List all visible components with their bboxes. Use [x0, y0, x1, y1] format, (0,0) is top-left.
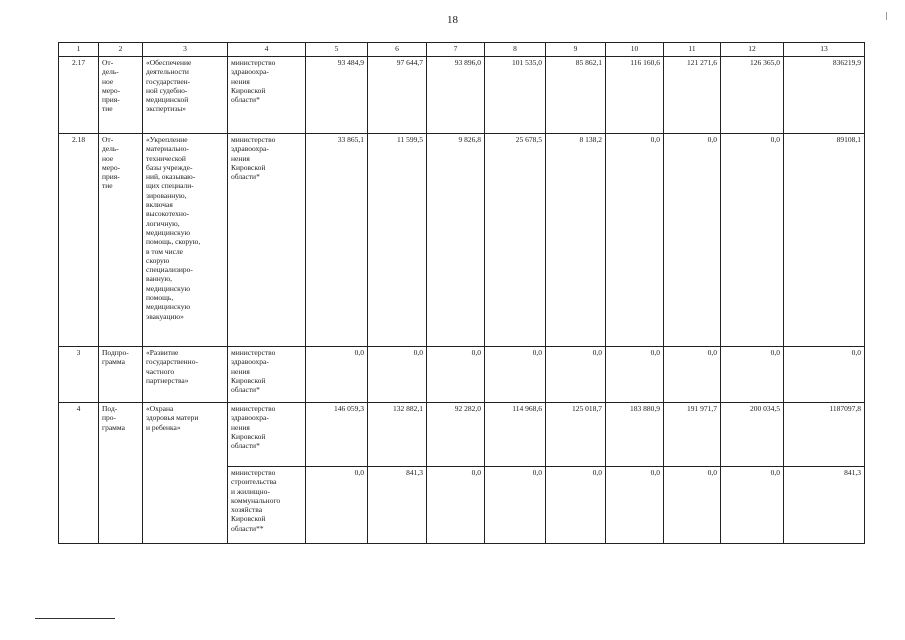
value-cell: 101 535,0 — [485, 57, 546, 134]
row-number: 2.18 — [59, 134, 99, 347]
header-cell: 4 — [228, 43, 306, 57]
value-cell: 0,0 — [606, 134, 664, 347]
header-cell: 3 — [143, 43, 228, 57]
header-cell: 8 — [485, 43, 546, 57]
value-cell: 183 880,9 — [606, 403, 664, 467]
value-cell: 25 678,5 — [485, 134, 546, 347]
header-cell: 12 — [721, 43, 784, 57]
row-executor: министерство здравоохра- нения Кировской области* — [228, 403, 306, 467]
value-cell: 11 599,5 — [368, 134, 427, 347]
value-cell: 97 644,7 — [368, 57, 427, 134]
value-cell: 114 968,6 — [485, 403, 546, 467]
header-cell: 10 — [606, 43, 664, 57]
value-cell: 0,0 — [485, 467, 546, 544]
value-cell: 191 971,7 — [664, 403, 721, 467]
value-cell: 0,0 — [606, 347, 664, 403]
header-row — [59, 43, 865, 57]
row-executor: министерство здравоохра- нения Кировской области* — [228, 347, 306, 403]
total-cell: 1187097,8 — [784, 403, 865, 467]
value-cell: 0,0 — [546, 347, 606, 403]
row-type: От- дель- ное меро- прия- тие — [99, 57, 143, 134]
scan-mark — [886, 12, 887, 20]
row-type: Подпро- грамма — [99, 347, 143, 403]
row-name: «Обеспечение деятельности государствен- ной судебно- медицинской экспертизы» — [143, 57, 228, 134]
header-cell: 2 — [99, 43, 143, 57]
header-cell: 13 — [784, 43, 865, 57]
value-cell: 33 865,1 — [306, 134, 368, 347]
header-cell: 7 — [427, 43, 485, 57]
footnote-divider — [35, 618, 115, 619]
value-cell: 0,0 — [664, 134, 721, 347]
row-executor: министерство здравоохра- нения Кировской области* — [228, 57, 306, 134]
row-number: 4 — [59, 403, 99, 544]
value-cell: 0,0 — [664, 467, 721, 544]
value-cell: 93 896,0 — [427, 57, 485, 134]
header-cell: 9 — [546, 43, 606, 57]
value-cell: 200 034,5 — [721, 403, 784, 467]
row-number: 2.17 — [59, 57, 99, 134]
header-cell: 6 — [368, 43, 427, 57]
row-number: 3 — [59, 347, 99, 403]
value-cell: 0,0 — [721, 347, 784, 403]
value-cell: 0,0 — [306, 347, 368, 403]
value-cell: 0,0 — [721, 467, 784, 544]
header-cell: 11 — [664, 43, 721, 57]
row-name: «Охрана здоровья матери и ребенка» — [143, 403, 228, 544]
value-cell: 121 271,6 — [664, 57, 721, 134]
value-cell: 85 862,1 — [546, 57, 606, 134]
value-cell: 0,0 — [306, 467, 368, 544]
value-cell: 0,0 — [427, 467, 485, 544]
total-cell: 0,0 — [784, 347, 865, 403]
value-cell: 0,0 — [664, 347, 721, 403]
value-cell: 0,0 — [485, 347, 546, 403]
value-cell: 841,3 — [368, 467, 427, 544]
value-cell: 93 484,9 — [306, 57, 368, 134]
table-row — [59, 134, 865, 347]
value-cell: 126 365,0 — [721, 57, 784, 134]
total-cell: 836219,9 — [784, 57, 865, 134]
row-name: «Укрепление материально- технической базы учрежде- ний, оказываю- щих специали- зированную, включая высокотехно- логичную, медицинскую помощь, скорую, в том числе скорую специализиро- ванную, медицинскую помощь, медицинскую эвакуацию» — [143, 134, 228, 347]
value-cell: 0,0 — [546, 467, 606, 544]
header-cell: 5 — [306, 43, 368, 57]
value-cell: 92 282,0 — [427, 403, 485, 467]
row-executor: министерство здравоохра- нения Кировской области* — [228, 134, 306, 347]
header-cell: 1 — [59, 43, 99, 57]
table-row — [59, 403, 865, 467]
total-cell: 89108,1 — [784, 134, 865, 347]
table-row — [59, 57, 865, 134]
value-cell: 0,0 — [721, 134, 784, 347]
value-cell: 0,0 — [427, 347, 485, 403]
page-number: 18 — [447, 14, 458, 26]
budget-table — [58, 42, 865, 544]
value-cell: 125 018,7 — [546, 403, 606, 467]
row-executor: министерство строительства и жилищно- коммунального хозяйства Кировской области** — [228, 467, 306, 544]
value-cell: 0,0 — [606, 467, 664, 544]
value-cell: 8 138,2 — [546, 134, 606, 347]
value-cell: 146 059,3 — [306, 403, 368, 467]
value-cell: 132 882,1 — [368, 403, 427, 467]
value-cell: 9 826,8 — [427, 134, 485, 347]
row-type: От- дель- ное меро- прия- тие — [99, 134, 143, 347]
table-row — [59, 347, 865, 403]
row-type: Под- про- грамма — [99, 403, 143, 544]
total-cell: 841,3 — [784, 467, 865, 544]
value-cell: 116 160,6 — [606, 57, 664, 134]
value-cell: 0,0 — [368, 347, 427, 403]
row-name: «Развитие государственно- частного партнерства» — [143, 347, 228, 403]
